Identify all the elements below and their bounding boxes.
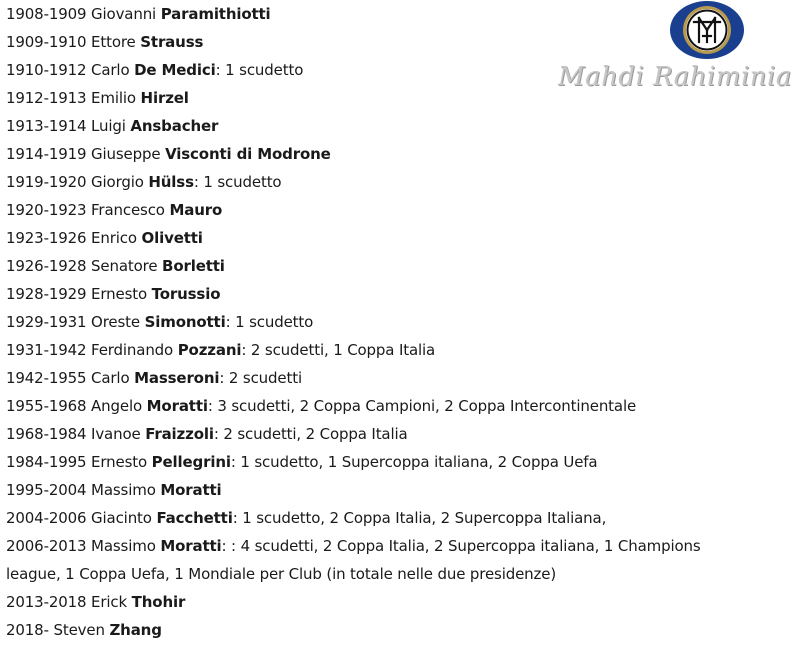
president-entry xyxy=(6,448,751,476)
president-first-name: Ernesto xyxy=(91,453,147,471)
president-entry xyxy=(6,280,751,308)
president-years: 1919-1920 xyxy=(6,173,87,191)
president-honours: : 1 scudetto, 2 Coppa Italia, 2 Supercoppa Italiana, xyxy=(232,509,607,527)
president-entry xyxy=(6,308,751,336)
president-entry xyxy=(6,252,751,280)
president-entry xyxy=(6,336,751,364)
president-first-name: Ivanoe xyxy=(91,425,141,443)
president-surname: Pozzani xyxy=(177,341,242,359)
president-honours: : 1 scudetto xyxy=(193,173,282,191)
president-first-name: Luigi xyxy=(91,117,126,135)
president-years: 1920-1923 xyxy=(6,201,87,219)
president-first-name: Ettore xyxy=(91,33,136,51)
president-first-name: Giovanni xyxy=(91,5,157,23)
president-surname: Strauss xyxy=(140,33,204,51)
president-surname: De Medici xyxy=(134,61,216,79)
president-first-name: Massimo xyxy=(91,537,156,555)
president-surname: Simonotti xyxy=(144,313,226,331)
president-first-name: Francesco xyxy=(91,201,165,219)
president-surname: Mauro xyxy=(169,201,223,219)
president-entry xyxy=(6,504,751,532)
president-honours: : 3 scudetti, 2 Coppa Campioni, 2 Coppa Intercontinentale xyxy=(207,397,637,415)
president-first-name: Massimo xyxy=(91,481,156,499)
president-entry xyxy=(6,224,751,252)
president-entry xyxy=(6,392,751,420)
president-years: 1912-1913 xyxy=(6,89,87,107)
president-years: 1968-1984 xyxy=(6,425,87,443)
president-surname: Ansbacher xyxy=(130,117,219,135)
president-honours: : : 4 scudetti, 2 Coppa Italia, 2 Supercoppa italiana, 1 Champions league, 1 Coppa Uefa, 1 Mondiale per Club (in totale nelle due presidenze) xyxy=(6,537,701,583)
president-first-name: Giorgio xyxy=(91,173,144,191)
president-entry xyxy=(6,420,751,448)
president-first-name: Steven xyxy=(53,621,105,639)
president-years: 1995-2004 xyxy=(6,481,87,499)
president-first-name: Angelo xyxy=(91,397,143,415)
president-entry xyxy=(6,168,751,196)
president-first-name: Enrico xyxy=(91,229,137,247)
president-years: 1984-1995 xyxy=(6,453,87,471)
president-honours: : 1 scudetto xyxy=(225,313,314,331)
president-surname: Hirzel xyxy=(140,89,189,107)
president-surname: Facchetti xyxy=(156,509,233,527)
president-surname: Thohir xyxy=(131,593,186,611)
president-first-name: Senatore xyxy=(91,257,158,275)
president-years: 1923-1926 xyxy=(6,229,87,247)
president-surname: Moratti xyxy=(160,481,222,499)
president-honours: : 2 scudetti, 1 Coppa Italia xyxy=(241,341,436,359)
president-entry xyxy=(6,476,751,504)
president-surname: Paramithiotti xyxy=(160,5,271,23)
president-surname: Olivetti xyxy=(141,229,203,247)
president-surname: Torussio xyxy=(151,285,221,303)
president-surname: Hülss xyxy=(148,173,194,191)
president-surname: Masseroni xyxy=(134,369,220,387)
president-years: 1909-1910 xyxy=(6,33,87,51)
president-first-name: Giacinto xyxy=(91,509,152,527)
president-surname: Zhang xyxy=(109,621,162,639)
president-years: 1929-1931 xyxy=(6,313,87,331)
president-years: 2006-2013 xyxy=(6,537,87,555)
president-years: 2013-2018 xyxy=(6,593,87,611)
president-entry xyxy=(6,196,751,224)
president-first-name: Emilio xyxy=(91,89,136,107)
crest-svg xyxy=(669,0,745,60)
president-years: 1928-1929 xyxy=(6,285,87,303)
president-first-name: Oreste xyxy=(91,313,140,331)
president-first-name: Ferdinando xyxy=(91,341,174,359)
president-surname: Moratti xyxy=(160,537,222,555)
president-entry xyxy=(6,532,751,588)
president-years: 1931-1942 xyxy=(6,341,87,359)
president-first-name: Carlo xyxy=(91,369,130,387)
president-surname: Moratti xyxy=(146,397,208,415)
president-honours: : 1 scudetto xyxy=(215,61,304,79)
president-surname: Fraizzoli xyxy=(145,425,214,443)
inter-milan-crest-icon xyxy=(669,0,745,60)
president-years: 1942-1955 xyxy=(6,369,87,387)
president-honours: : 2 scudetti, 2 Coppa Italia xyxy=(213,425,408,443)
president-years: 1955-1968 xyxy=(6,397,87,415)
president-first-name: Carlo xyxy=(91,61,130,79)
president-entry xyxy=(6,588,751,616)
president-first-name: Ernesto xyxy=(91,285,147,303)
president-years: 1913-1914 xyxy=(6,117,87,135)
crest-monogram xyxy=(694,18,720,42)
president-entry xyxy=(6,364,751,392)
president-honours: : 1 scudetto, 1 Supercoppa italiana, 2 Coppa Uefa xyxy=(230,453,598,471)
president-first-name: Giuseppe xyxy=(91,145,161,163)
president-entry xyxy=(6,112,751,140)
president-years: 1908-1909 xyxy=(6,5,87,23)
president-entry xyxy=(6,616,751,644)
president-years: 1914-1919 xyxy=(6,145,87,163)
president-surname: Visconti di Modrone xyxy=(165,145,331,163)
president-surname: Borletti xyxy=(162,257,225,275)
president-entry xyxy=(6,140,751,168)
president-list xyxy=(6,0,792,644)
president-years: 2018- xyxy=(6,621,49,639)
president-years: 2004-2006 xyxy=(6,509,87,527)
president-surname: Pellegrini xyxy=(151,453,231,471)
president-entry xyxy=(6,0,751,28)
president-entry xyxy=(6,28,751,56)
president-years: 1910-1912 xyxy=(6,61,87,79)
watermark-signature: Mahdi Rahiminia xyxy=(558,62,792,92)
president-first-name: Erick xyxy=(91,593,128,611)
president-honours: : 2 scudetti xyxy=(219,369,302,387)
president-years: 1926-1928 xyxy=(6,257,87,275)
